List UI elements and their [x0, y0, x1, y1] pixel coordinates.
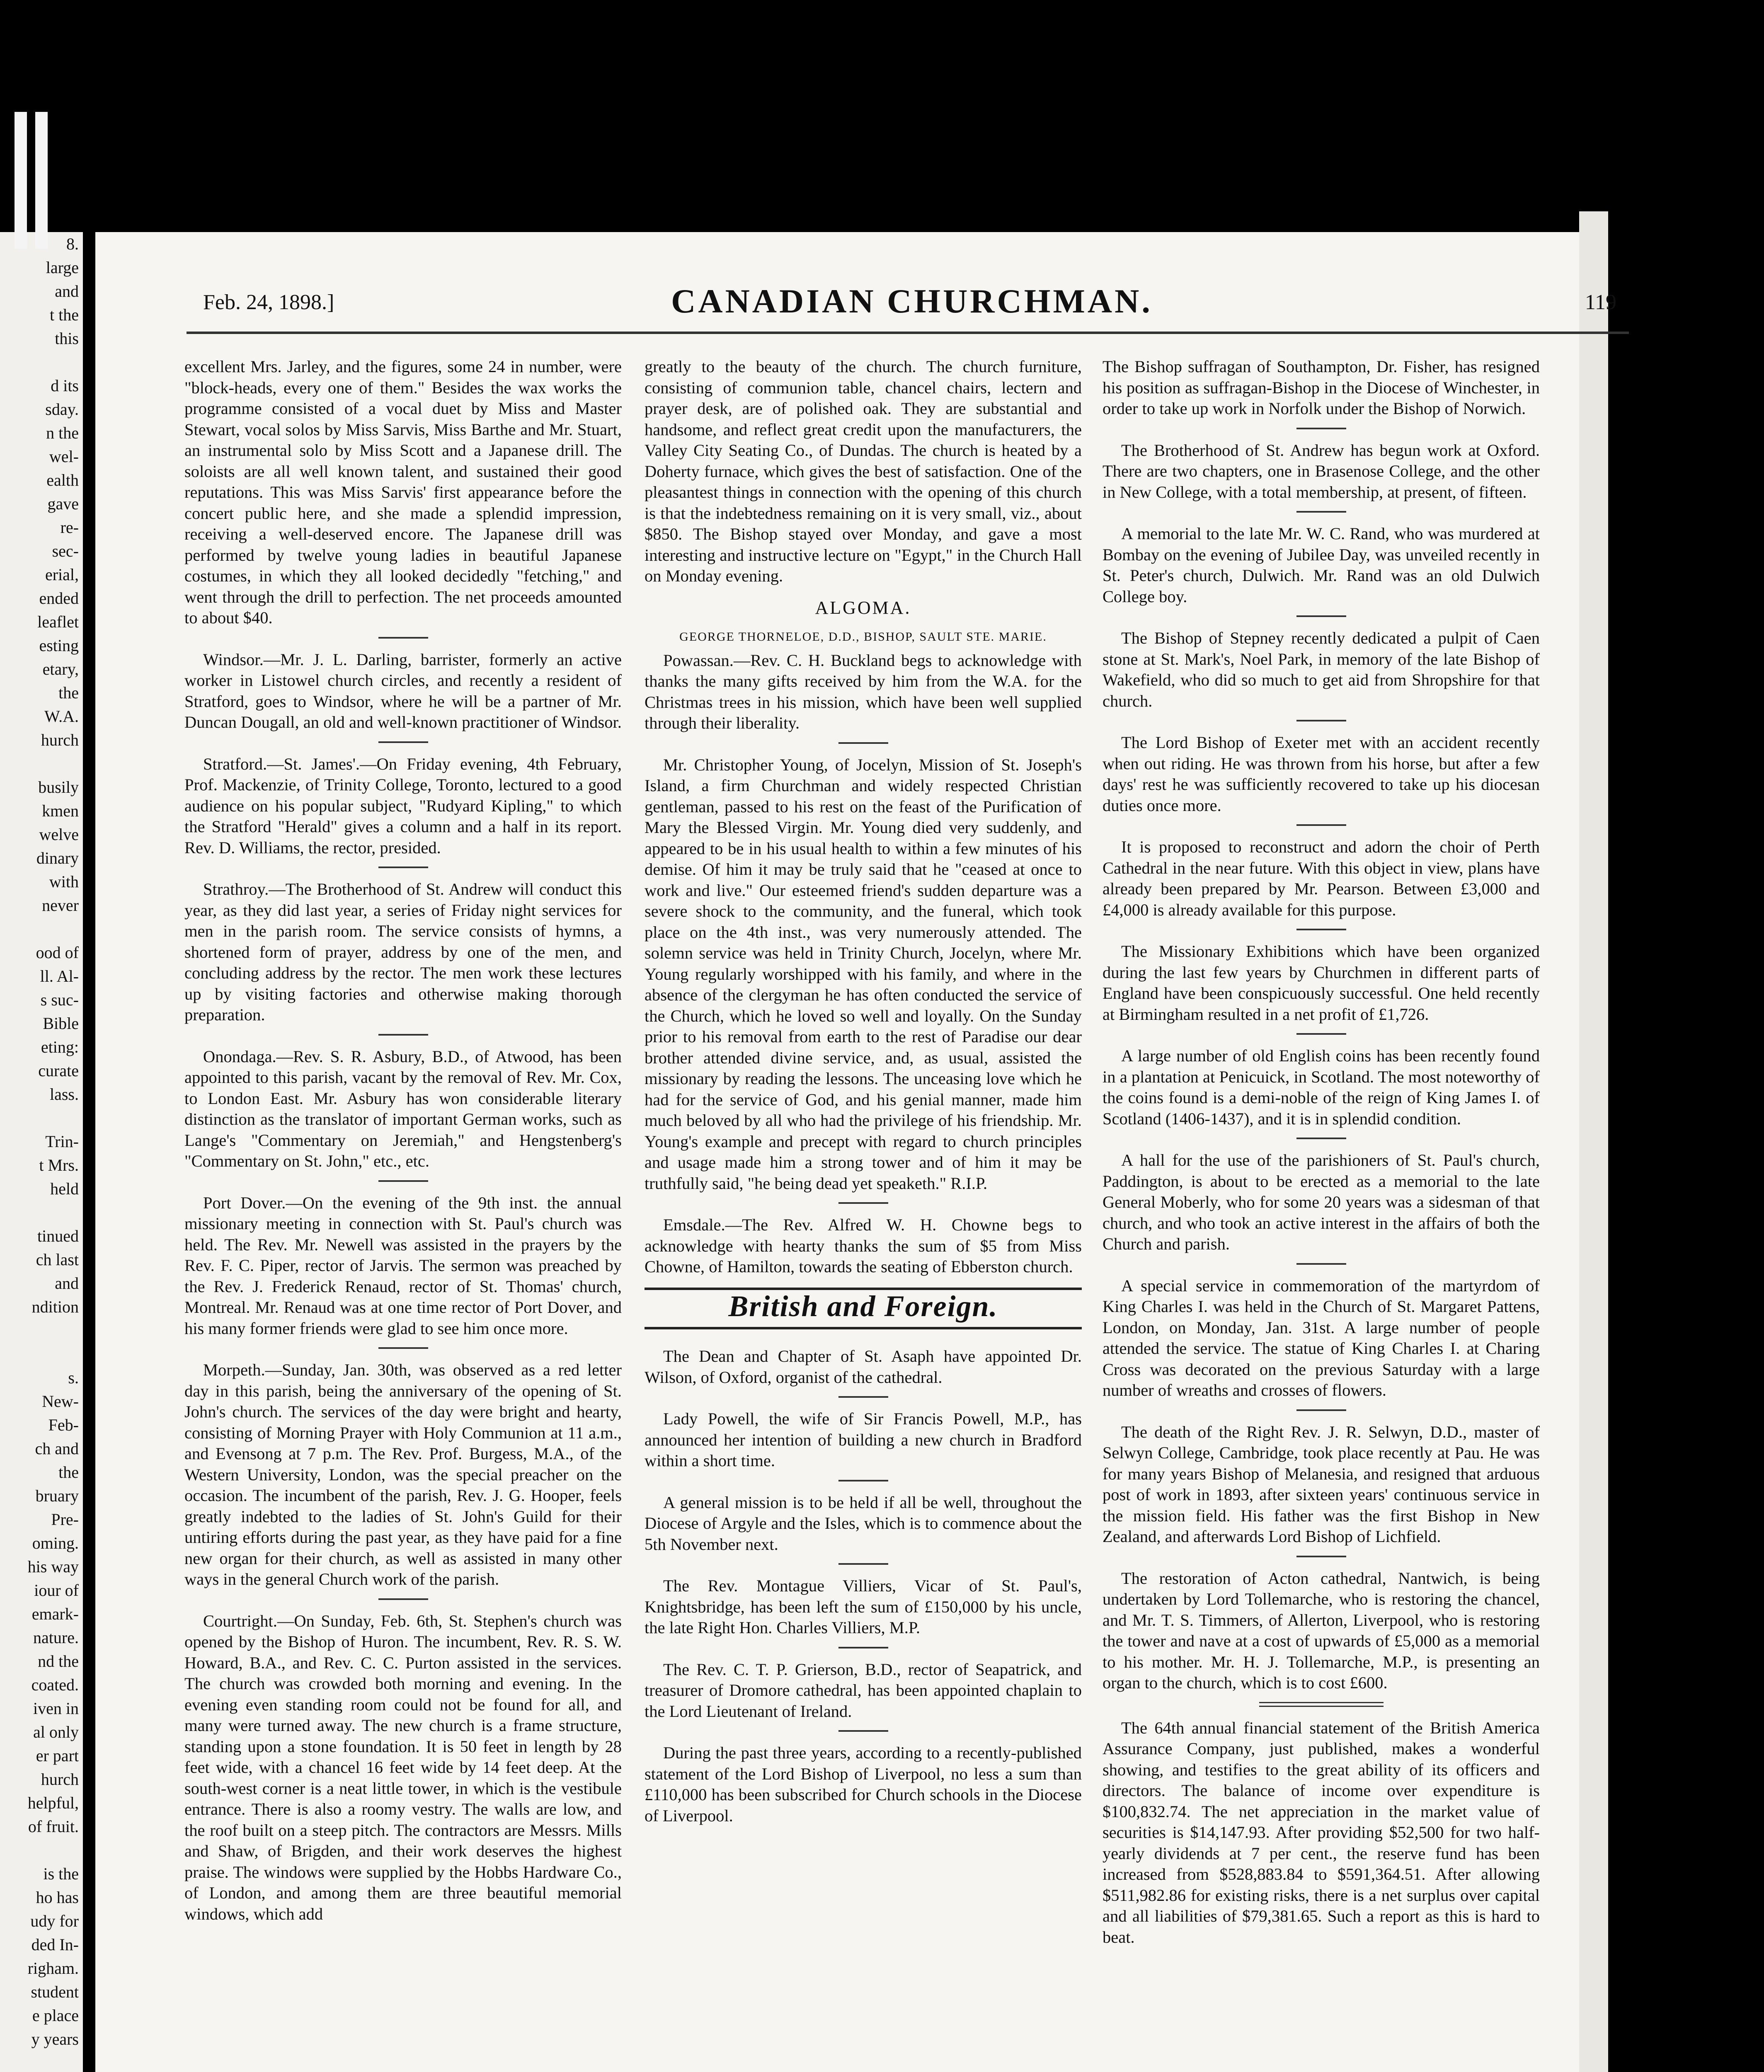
prev-page-fragment: gave — [47, 494, 79, 513]
prev-page-fragment: sec- — [52, 542, 79, 560]
separator — [378, 1034, 428, 1036]
prev-page-fragment: this — [55, 329, 79, 348]
prev-page-fragment: iven in — [33, 1699, 79, 1718]
prev-page-fragment: t the — [50, 305, 79, 324]
prev-page-fragment: coated. — [31, 1675, 79, 1694]
prev-page-fragment: of fruit. — [28, 1817, 79, 1836]
double-rule — [1259, 1702, 1384, 1707]
prev-page-fragment — [0, 917, 83, 941]
paragraph-southampton: The Bishop suffragan of Southampton, Dr. Fisher, has resigned his position as suffragan-Bishop in the Diocese of Winchester, in order to take up work in Norfolk under the Bishop of Norwich. — [1102, 357, 1540, 418]
paragraph-st-asaph: The Dean and Chapter of St. Asaph have appointed Dr. Wilson, of Oxford, organist of the cathedral. — [645, 1347, 1082, 1387]
column-3 — [1102, 356, 1540, 1948]
newspaper-page — [95, 232, 1616, 2072]
separator — [838, 1202, 888, 1204]
page-number: 119 — [1585, 290, 1616, 314]
prev-page-fragment: d its — [51, 376, 79, 395]
prev-page-fragment: tinued — [37, 1227, 79, 1245]
prev-page-fragment: dinary — [36, 849, 79, 867]
prev-page-fragment: kmen — [42, 801, 79, 820]
previous-page-margin — [0, 232, 83, 2072]
separator — [838, 1730, 888, 1732]
paragraph-christopher-young: Mr. Christopher Young, of Jocelyn, Mission of St. Joseph's Island, a firm Churchman and widely respected Christian gentleman, passed to his rest on the feast of the Purification of Mary the Blessed Virgin. Mr. Young died very suddenly, and appeared to be in his usual health to within a few minutes of his demise. Of him it may be truly said that he "ceased at once to work and live." Our esteemed friend's sudden departure was a severe shock to the community, and the funeral, which took place on the 4th inst., was very numerously attended. The solemn service was held in Trinity Church, Jocelyn, where Mr. Young regularly worshipped with his family, and where in the absence of the clergyman he has often conducted the service of the Church, which he loved so well and loyally. On the Sunday prior to his removal from earth to the rest of Paradise our dear brother attended divine service, and, as usual, assisted the missionary by reading the lessons. The unceasing love which he had for the service of God, and his genial manner, made him much beloved by all who had the privilege of his friendship. Mr. Young's example and precept with regard to church principles and usage made him a strong tower and of him it may be truthfully said, "he being dead yet speaketh." R.I.P. — [645, 755, 1082, 1193]
prev-page-fragment: student — [31, 1982, 79, 2001]
prev-page-fragment — [0, 2051, 83, 2072]
separator — [1296, 824, 1346, 826]
binding-bar-right — [35, 112, 48, 249]
column-1 — [184, 356, 622, 1924]
prev-page-fragment: s. — [68, 1368, 79, 1387]
prev-page-fragment — [0, 1342, 83, 1366]
prev-page-fragment: y years — [31, 2030, 79, 2048]
british-foreign-banner — [645, 1288, 1082, 1330]
separator — [1296, 1138, 1346, 1139]
prev-page-fragment: emark- — [32, 1605, 79, 1623]
paragraph-strathroy: Strathroy.—The Brotherhood of St. Andrew will conduct this year, as they did last year, a series of Friday night services for men in the parish room. The service consists of hymns, a shortened form of prayer, address by one of the men, and concluding address by the rector. The men work these lectures up by visiting factories and otherwise making thorough preparation. — [184, 880, 622, 1024]
separator — [838, 1647, 888, 1648]
separator — [838, 1480, 888, 1481]
paragraph-villiers: The Rev. Montague Villiers, Vicar of St. Paul's, Knightsbridge, has been left the sum of £150,000 by his uncle, the late Right Hon. Charles Villiers, M.P. — [645, 1576, 1082, 1637]
paragraph-british-america-assurance: The 64th annual financial statement of the British America Assurance Company, just published, makes a wonderful showing, and testifies to the great ability of its officers and directors. The balance of income over expenditure is $100,832.74. The net appreciation in the market value of securities is $14,147.93. After providing $52,500 for two half-yearly dividends at 7 per cent., the reserve fund has been increased from $528,883.84 to $591,364.51. After allowing $511,982.86 for existing risks, there is a net surplus over capital and all liabilities of $79,381.65. Such a report as this is hard to beat. — [1102, 1718, 1540, 1946]
paragraph-liverpool-schools: During the past three years, according to a recently-published statement of the Lord Bishop of Liverpool, no less a sum than £110,000 has been subscribed for Church schools in the Diocese of Liverpool. — [645, 1743, 1082, 1825]
paragraph-wax-works: excellent Mrs. Jarley, and the figures, some 24 in number, were "block-heads, every one of them." Besides the wax works the programme consisted of a vocal duet by Miss and Master Stewart, vocal solos by Miss Sarvis, Miss Barthe and Mr. Stuart, an instrumental solo by Miss Scott and a Japanese drill. The soloists are all well known talent, and sustained their good reputations. This was Miss Sarvis' first appearance before the concert public here, and she made a splendid impression, receiving a well-deserved encore. The Japanese drill was performed by twelve young ladies in beautiful Japanese costumes, in which they all looked decidedly "fetching," and went through the drill to perfection. The net proceeds amounted to about $40. — [184, 357, 622, 627]
separator — [1296, 929, 1346, 930]
paragraph-old-coins: A large number of old English coins has been recently found in a plantation at Penicuick, in Scotland. The most noteworthy of the coins found is a demi-noble of the reign of King James I. of Scotland (1406-1437), and it is in splendid condition. — [1102, 1046, 1540, 1128]
prev-page-fragment: ch last — [36, 1250, 79, 1269]
separator — [378, 637, 428, 639]
prev-page-fragment: etary, — [42, 660, 79, 678]
separator — [378, 867, 428, 868]
paragraph-missionary-exhibitions: The Missionary Exhibitions which have been organized during the last few years by Churchmen in different parts of England have been conspicuously successful. One held recently at Birmingham resulted in a net profit of £1,726. — [1102, 942, 1540, 1024]
header-rule — [187, 332, 1629, 334]
prev-page-fragment: the — [58, 683, 79, 702]
prev-page-fragment — [0, 350, 83, 374]
prev-page-fragment: leaflet — [37, 612, 79, 631]
prev-page-fragment — [0, 1106, 83, 1130]
paragraph-lady-powell: Lady Powell, the wife of Sir Francis Powell, M.P., has announced her intention of building a new church in Bradford within a short time. — [645, 1409, 1082, 1470]
prev-page-fragment: e place — [32, 2006, 79, 2025]
prev-page-fragment: esting — [39, 636, 79, 655]
prev-page-fragment — [0, 1201, 83, 1224]
prev-page-fragment: nature. — [33, 1628, 79, 1647]
separator — [1296, 1033, 1346, 1035]
prev-page-fragment: wel- — [49, 447, 79, 466]
prev-page-fragment — [0, 752, 83, 775]
prev-page-fragment: ood of — [36, 943, 79, 962]
prev-page-fragment: and — [55, 282, 79, 300]
separator — [378, 741, 428, 743]
prev-page-fragment: busily — [38, 778, 79, 796]
paragraph-argyle-mission: A general mission is to be held if all be well, throughout the Diocese of Argyle and the Isles, which is to commence about the 5th November next. — [645, 1493, 1082, 1554]
prev-page-fragment: bruary — [35, 1486, 79, 1505]
prev-page-fragment: W.A. — [44, 707, 79, 726]
prev-page-fragment: is the — [43, 1864, 79, 1883]
separator — [1296, 1409, 1346, 1411]
prev-page-fragment: er part — [36, 1746, 79, 1765]
separator — [838, 1396, 888, 1398]
prev-page-fragment: lass. — [50, 1085, 79, 1104]
paragraph-port-dover: Port Dover.—On the evening of the 9th inst. the annual missionary meeting in connection with St. Paul's church was held. The Rev. Mr. Newell was assisted in the prayers by the Rev. F. C. Piper, rector of Jarvis. The sermon was preached by the Rev. J. Frederick Renaud, rector of St. Thomas' church, Montreal. Mr. Renaud was at one time rector of Port Dover, and his many former friends were glad to see him once more. — [184, 1193, 622, 1338]
prev-page-fragment: s suc- — [40, 990, 79, 1009]
paragraph-paddington-hall: A hall for the use of the parishioners of St. Paul's church, Paddington, is about to be erected as a memorial to the late General Moberly, who for some 20 years was a sidesman of that church, and who took an active interest in the affairs of both the Church and parish. — [1102, 1151, 1540, 1253]
paragraph-selwyn-death: The death of the Right Rev. J. R. Selwyn, D.D., master of Selwyn College, Cambridge, took place recently at Pau. He was for many years Bishop of Melanesia, and resigned that arduous post of work in 1893, after sixteen years' continuous service in the mission field. His father was the first Bishop in New Zealand, and afterwards Lord Bishop of Lichfield. — [1102, 1422, 1540, 1546]
paragraph-emsdale: Emsdale.—The Rev. Alfred W. H. Chowne begs to acknowledge with hearty thanks the sum of $5 from Miss Chowne, of Hamilton, towards the seating of Ebberston church. — [645, 1215, 1082, 1276]
prev-page-fragment: New- — [42, 1392, 79, 1411]
prev-page-fragment — [0, 1838, 83, 1862]
bishop-line: GEORGE THORNELOE, D.D., BISHOP, SAULT STE. MARIE. — [679, 630, 1047, 644]
masthead-title: CANADIAN CHURCHMAN. — [671, 282, 1153, 320]
prev-page-fragment: ndition — [32, 1297, 79, 1316]
paragraph-king-charles: A special service in commemoration of the martyrdom of King Charles I. was held in the Church of St. Margaret Pattens, London, on Monday, Jan. 31st. A large number of people attended the service. The statue of King Charles I. at Charing Cross was decorated on the previous Saturday with a large number of wreaths and crosses of flowers. — [1102, 1276, 1540, 1399]
prev-page-fragment: welve — [39, 825, 79, 844]
prev-page-fragment: with — [49, 872, 79, 891]
prev-page-fragment: oming. — [32, 1534, 79, 1552]
prev-page-fragment: curate — [38, 1061, 79, 1080]
paragraph-church-furniture: greatly to the beauty of the church. The church furniture, consisting of communion table, chancel chairs, lectern and prayer desk, are of polished oak. They are substantial and handsome, and reflect great credit upon the manufacturers, the Valley City Seating Co., of Dundas. The church is heated by a Doherty furnace, which gives the best of satisfaction. One of the pleasantest things in connection with the opening of this church is that the indebtedness remaining on it is very small, viz., about $850. The Bishop stayed over Monday, and gave a most interesting and instructive lecture on "Egypt," in the Church Hall on Monday evening. — [645, 357, 1082, 585]
page-header — [203, 282, 1621, 327]
prev-page-fragment: hurch — [41, 1770, 79, 1789]
section-heading-algoma: ALGOMA. — [815, 597, 911, 618]
separator — [1296, 720, 1346, 721]
prev-page-fragment: and — [55, 1274, 79, 1293]
separator — [378, 1598, 428, 1600]
paragraph-brotherhood-oxford: The Brotherhood of St. Andrew has begun work at Oxford. There are two chapters, one in Brasenose College, and the other in New College, with a total membership, at present, of fifteen. — [1102, 441, 1540, 501]
prev-page-fragment: ho has — [36, 1888, 79, 1907]
separator — [378, 1180, 428, 1182]
prev-page-fragment: Pre- — [51, 1510, 79, 1529]
separator — [1296, 428, 1346, 429]
prev-page-fragment: ealth — [46, 471, 79, 489]
binding-bar-left — [15, 112, 27, 249]
separator — [838, 742, 888, 744]
page-edge — [1579, 211, 1608, 2072]
prev-page-fragment: ended — [39, 589, 79, 608]
prev-page-fragment: eting: — [41, 1038, 79, 1056]
separator — [1296, 615, 1346, 617]
separator — [1296, 511, 1346, 513]
prev-page-fragment: udy for — [30, 1912, 79, 1930]
paragraph-onondaga: Onondaga.—Rev. S. R. Asbury, B.D., of Atwood, has been appointed to this parish, vacant by the removal of Rev. Mr. Cox, to London East. Mr. Asbury has won considerable literary distinction as the translator of important German works, such as Lange's "Commentary on Jeremiah," and Hengstenberg's "Commentary on St. John," etc., etc. — [184, 1047, 622, 1170]
prev-page-fragment: ch and — [35, 1439, 79, 1458]
prev-page-fragment: n the — [46, 424, 79, 442]
prev-page-fragment — [0, 1319, 83, 1342]
prev-page-fragment: 8. — [66, 235, 79, 253]
prev-page-fragment: held — [50, 1179, 79, 1198]
paragraph-courtright: Courtright.—On Sunday, Feb. 6th, St. Stephen's church was opened by the Bishop of Huron. The incumbent, Rev. R. S. W. Howard, B.A., and Rev. C. C. Purton assisted in the services. The church was crowded both morning and evening. In the evening even standing room could not be found for all, and many were turned away. The new church is a frame structure, standing upon a stone foundation. It is 50 feet in length by 28 feet wide, with a chancel 16 feet wide by 14 feet deep. At the south-west corner is a neat little tower, in which is the vestibule entrance. There is also a roomy vestry. The walls are low, and the roof built on a steep pitch. The contractors are Messrs. Mills and Shaw, of Brigden, and their work deserves the highest praise. The windows were supplied by the Hobbs Hardware Co., of London, and among them are three beautiful memorial windows, which add — [184, 1611, 622, 1923]
prev-page-fragment: the — [58, 1463, 79, 1481]
prev-page-fragment: ded In- — [31, 1935, 79, 1954]
paragraph-acton-cathedral: The restoration of Acton cathedral, Nantwich, is being undertaken by Lord Tollemarche, who is restoring the chancel, and Mr. T. S. Timmers, of Allerton, Liverpool, who is restoring the tower and nave at a cost of upwards of £5,000 as a memorial to his mother. Mr. H. J. Tollemarche, M.P., is presenting an organ to the church, which is to cost £600. — [1102, 1569, 1540, 1692]
prev-page-fragment: Bible — [43, 1014, 79, 1033]
paragraph-exeter-accident: The Lord Bishop of Exeter met with an accident recently when out riding. He was thrown from his horse, but after a few days' rest he was sufficiently recovered to take up his diocesan duties once more. — [1102, 733, 1540, 815]
prev-page-fragment: re- — [60, 518, 79, 537]
separator — [378, 1347, 428, 1349]
paragraph-powassan: Powassan.—Rev. C. H. Buckland begs to acknowledge with thanks the many gifts received by him from the W.A. for the Christmas trees in his mission, which have been well supplied through their liberality. — [645, 651, 1082, 732]
prev-page-fragment: Feb- — [48, 1416, 79, 1434]
prev-page-fragment: righam. — [27, 1959, 79, 1978]
issue-date: Feb. 24, 1898.] — [203, 290, 334, 314]
separator — [838, 1563, 888, 1565]
paragraph-rand-memorial: A memorial to the late Mr. W. C. Rand, who was murdered at Bombay on the evening of Jubilee Day, was unveiled recently in St. Peter's church, Dulwich. Mr. Rand was an old Dulwich College boy. — [1102, 524, 1540, 606]
prev-page-fragment: t Mrs. — [39, 1156, 79, 1174]
prev-page-fragment: ll. Al- — [40, 967, 79, 985]
paragraph-grierson: The Rev. C. T. P. Grierson, B.D., rector of Seapatrick, and treasurer of Dromore cathedral, has been appointed chaplain to the Lord Lieutenant of Ireland. — [645, 1660, 1082, 1721]
prev-page-fragment: iour of — [34, 1581, 79, 1600]
prev-page-fragment: Trin- — [45, 1132, 79, 1151]
prev-page-fragment: hurch — [41, 731, 79, 749]
paragraph-windsor: Windsor.—Mr. J. L. Darling, barrister, formerly an active worker in Listowel church circles, and recently a resident of Stratford, goes to Windsor, where he will be a partner of Mr. Duncan Dougall, an old and well-known practitioner of Windsor. — [184, 650, 622, 731]
prev-page-fragment: large — [46, 258, 79, 277]
column-2 — [645, 356, 1082, 1826]
prev-page-fragment: never — [42, 896, 79, 915]
paragraph-morpeth: Morpeth.—Sunday, Jan. 30th, was observed as a red letter day in this parish, being the anniversary of the opening of St. John's church. The services of the day were bright and hearty, consisting of Morning Prayer with Holy Communion at 11 a.m., and Evensong at 7 p.m. The Rev. Prof. Burgess, M.A., of the Western University, London, was the special preacher on the occasion. The incumbent of the parish, Rev. J. G. Hooper, feels greatly indebted to the ladies of St. John's Guild for their untiring efforts during the past year, as they have paid for a fine new organ for their church, as well as assisted in many other ways in the general Church work of the parish. — [184, 1360, 622, 1588]
paragraph-perth-cathedral: It is proposed to reconstruct and adorn the choir of Perth Cathedral in the near future. With this object in view, plans have already been prepared by Mr. Pearson. Between £3,000 and £4,000 is already available for this purpose. — [1102, 838, 1540, 919]
prev-page-fragment: helpful, — [27, 1794, 79, 1812]
prev-page-fragment: al only — [33, 1723, 79, 1741]
prev-page-fragment: his way — [27, 1557, 79, 1576]
paragraph-stratford: Stratford.—St. James'.—On Friday evening, 4th February, Prof. Mackenzie, of Trinity College, Toronto, lectured to a good audience on his popular subject, "Rudyard Kipling," to which the Stratford "Herald" gives a column and a half in its report. Rev. D. Williams, the rector, presided. — [184, 754, 622, 857]
banner-title: British and Foreign. — [728, 1289, 998, 1323]
paragraph-stepney-pulpit: The Bishop of Stepney recently dedicated a pulpit of Caen stone at St. Mark's, Noel Park, in memory of the late Bishop of Wakefield, who did so much to get aid from Shropshire for that church. — [1102, 629, 1540, 710]
prev-page-fragment: nd the — [38, 1652, 79, 1670]
prev-page-fragment: erial, — [45, 565, 79, 584]
separator — [1296, 1556, 1346, 1557]
separator — [1296, 1263, 1346, 1265]
prev-page-fragment: sday. — [45, 400, 79, 419]
